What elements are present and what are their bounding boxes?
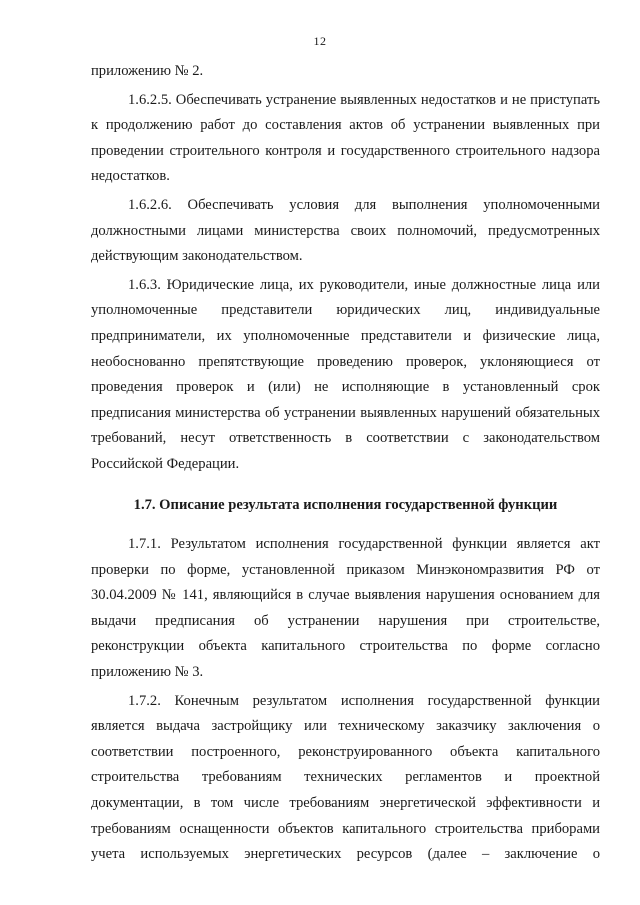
paragraph-1-6-3: 1.6.3. Юридические лица, их руководители, иные должностные лица или уполномоченные представители юридических лиц, индивидуальные предприниматели, их уполномоченные представители и физические лица, необоснованно препятствующие проведению проверок, уклоняющиеся от проведения проверок и (или) не исполняющие в установленный срок предписания министерства об устранении выявленных нарушений обязательных требований, несут ответственность в соответствии с законодательством Российской Федерации.	[91, 276, 600, 472]
paragraph-continuation: приложению № 2.	[91, 63, 204, 79]
page-number: 12	[313, 34, 327, 48]
paragraph-1-6-2-6: 1.6.2.6. Обеспечивать условия для выполнения уполномоченными должностными лицами министерства своих полномочий, предусмотренных действующим законодательством.	[91, 196, 600, 265]
paragraph-1-7-2: 1.7.2. Конечным результатом исполнения государственной функции является выдача застройщику или техническому заказчику заключения о соответствии построенного, реконструированного объекта капитального строительства требованиям технических регламентов и проектной документации, в том числе требованиям энергетической эффективности и требованиям оснащенности объектов капитального строительства приборами учета используемых энергетических ресурсов (далее – заключение о	[91, 692, 600, 863]
paragraph-1-6-2-5: 1.6.2.5. Обеспечивать устранение выявленных недостатков и не приступать к продолжению работ до составления актов об устранении выявленных при проведении строительного контроля и государственного строительного надзора недостатков.	[91, 91, 600, 185]
paragraph-1-7-1: 1.7.1. Результатом исполнения государственной функции является акт проверки по форме, установленной приказом Минэкономразвития РФ от 30.04.2009 № 141, являющийся в случае выявления нарушения основанием для выдачи предписания об устранении нарушения при строительстве, реконструкции объекта капитального строительства по форме согласно приложению № 3.	[91, 536, 600, 681]
section-heading-1-7: 1.7. Описание результата исполнения государственной функции	[133, 496, 558, 513]
document-body	[91, 59, 600, 868]
